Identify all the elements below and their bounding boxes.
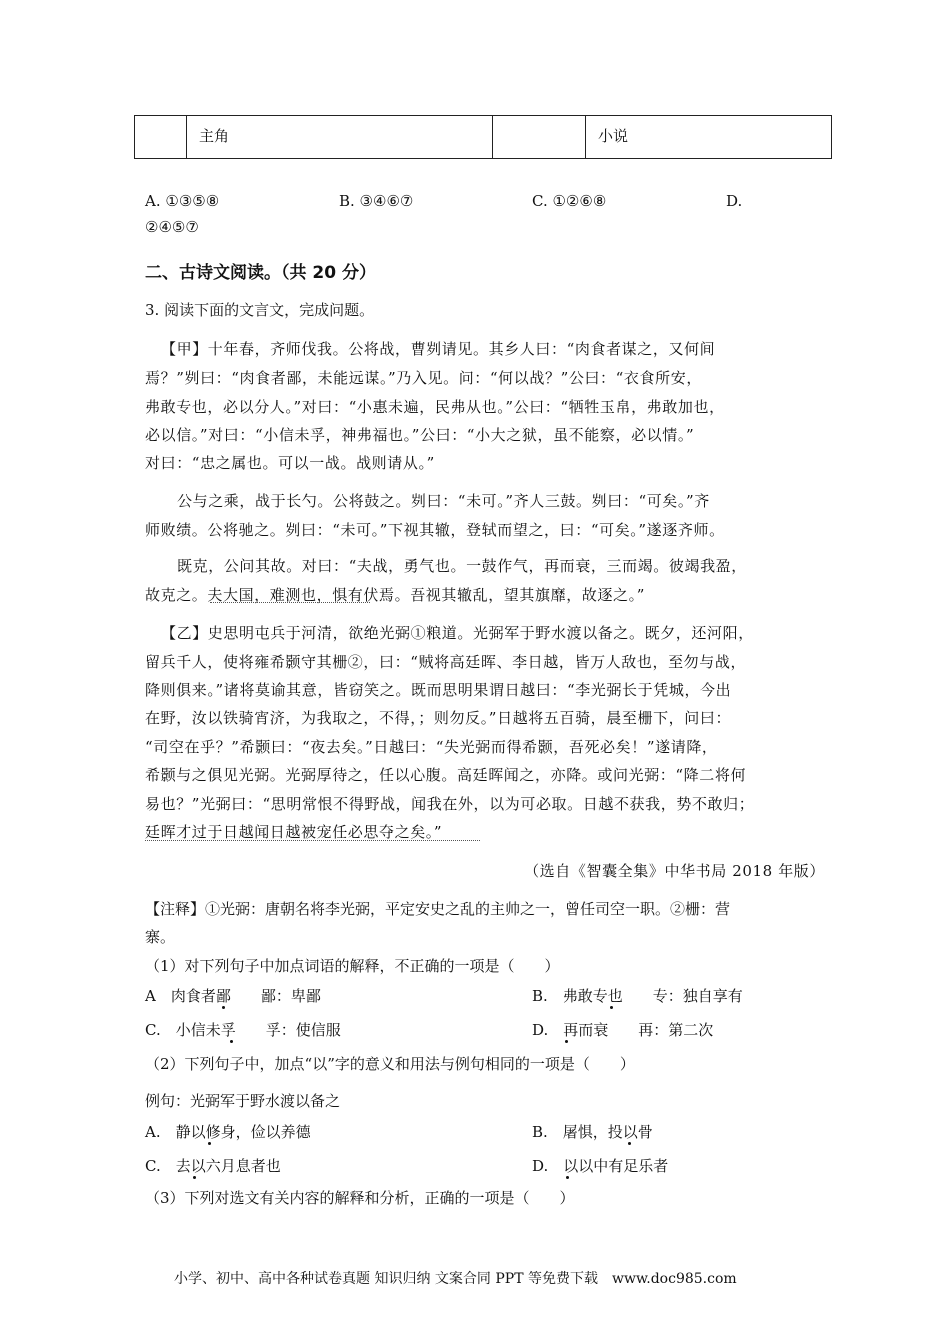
wavy-underline [145, 836, 480, 841]
passage-line: 易也？”光弼曰：“思明常恨不得野战，闻我在外，以为可必取。日越不获我，势不敢归； [145, 795, 755, 813]
emphasis-dot [610, 1006, 613, 1009]
option-d-continued: ②④⑤⑦ [145, 218, 199, 236]
subquestion-2-option-d: D. 以以中有足乐者 [532, 1157, 669, 1175]
table-cell [135, 116, 187, 158]
passage-line: 弗敢专也，必以分人。”对曰：“小惠未遍，民弗从也。”公曰：“牺牲玉帛，弗敢加也， [145, 398, 725, 416]
subquestion-2-stem: （2）下列句子中，加点“以”字的意义和用法与例句相同的一项是（ ） [145, 1055, 635, 1073]
note-line: 寨。 [145, 928, 176, 946]
passage-line: 希颢与之俱见光弼。光弼厚待之，任以心腹。高廷晖闻之，亦降。或问光弼：“降二将何 [145, 766, 747, 784]
option-c: C. ①②⑥⑧ [532, 192, 607, 210]
table-cell-novel: 小说 [598, 127, 629, 145]
subquestion-2-example: 例句：光弼军于野水渡以备之 [145, 1092, 341, 1110]
subquestion-2-option-b: B. 屠惧，投以骨 [532, 1123, 653, 1141]
note-line: 【注释】①光弼：唐朝名将李光弼，平定安史之乱的主帅之一，曾任司空一职。②栅：营 [145, 900, 731, 918]
passage-line: 【乙】史思明屯兵于河清，欲绝光弼①粮道。光弼军于野水渡以备之。既夕，还河阳， [161, 624, 754, 642]
answer-table-row [134, 115, 832, 159]
passage-line: 廷晖才过于日越闻日越被宠任必思夺之矣。” [145, 823, 443, 841]
emphasis-dot [566, 1176, 569, 1179]
emphasis-dot [628, 1142, 631, 1145]
subquestion-2-option-a: A. 静以修身，俭以养德 [145, 1123, 311, 1141]
emphasis-dot [230, 1040, 233, 1043]
passage-line: 故克之。夫大国，难测也，惧有伏焉。吾视其辙乱，望其旗靡，故逐之。” [145, 586, 645, 604]
subquestion-2-option-c: C. 去以六月息者也 [145, 1157, 281, 1175]
question-3-intro: 3. 阅读下面的文言文，完成问题。 [145, 301, 375, 319]
passage-line: “司空在乎？”希颢曰：“夜去矣。”日越曰：“失光弼而得希颢，吾死必矣！”遂请降， [145, 738, 718, 756]
passage-line: 在野，汝以铁骑宵济，为我取之，不得，；则勿反。”日越将五百骑，晨至栅下，问曰： [145, 709, 732, 727]
section-heading: 二、古诗文阅读。（共 20 分） [145, 263, 376, 283]
page-footer: 小学、初中、高中各种试卷真题 知识归纳 文案合同 PPT 等免费下载 www.doc985.com [174, 1271, 737, 1287]
subquestion-1-stem: （1）对下列句子中加点词语的解释，不正确的一项是（ ） [145, 957, 560, 975]
emphasis-dot [222, 1006, 225, 1009]
subquestion-1-option-d: D. 再而衰 再：第二次 [532, 1021, 714, 1039]
emphasis-dot [208, 1142, 211, 1145]
passage-line: 既克，公问其故。对曰：“夫战，勇气也。一鼓作气，再而衰，三而竭。彼竭我盈， [177, 557, 747, 575]
subquestion-1-option-b: B. 弗敢专也 专：独自享有 [532, 987, 743, 1005]
passage-line: 必以信。”对曰：“小信未孚，神弗福也。”公曰：“小大之狱，虽不能察，必以情。” [145, 426, 695, 444]
wavy-underline [210, 598, 370, 603]
subquestion-3-stem: （3）下列对选文有关内容的解释和分析，正确的一项是（ ） [145, 1189, 575, 1207]
passage-line: 【甲】十年春，齐师伐我。公将战，曹刿请见。其乡人曰：“肉食者谋之，又何间 [161, 340, 716, 358]
option-d: D. [726, 192, 743, 210]
passage-line: 留兵千人，使将雍希颢守其栅②，曰：“贼将高廷晖、李日越，皆万人敌也，至勿与战， [145, 653, 747, 671]
passage-line: 焉？”刿曰：“肉食者鄙，未能远谋。”乃入见。问：“何以战？”公曰：“衣食所安， [145, 369, 702, 387]
emphasis-dot [565, 1040, 568, 1043]
option-b: B. ③④⑥⑦ [339, 192, 414, 210]
table-cell [493, 116, 586, 158]
passage-line: 对曰：“忠之属也。可以一战。战则请从。” [145, 454, 435, 472]
emphasis-dot [193, 1176, 196, 1179]
subquestion-1-option-c: C. 小信未孚 孚：使信服 [145, 1021, 341, 1039]
table-cell-role: 主角 [187, 116, 493, 158]
source-citation: （选自《智囊全集》中华书局 2018 年版） [524, 862, 825, 880]
passage-line: 公与之乘，战于长勺。公将鼓之。刿曰：“未可。”齐人三鼓。刿曰：“可矣。”齐 [177, 492, 710, 510]
option-a: A. ①③⑤⑧ [145, 192, 220, 210]
passage-line: 师败绩。公将驰之。刿曰：“未可。”下视其辙，登轼而望之，曰：“可矣。”遂逐齐师。 [145, 521, 725, 539]
passage-line: 降则俱来。”诸将莫谕其意，皆窃笑之。既而思明果谓日越曰：“李光弼长于凭城，今出 [145, 681, 732, 699]
subquestion-1-option-a: A 肉食者鄙 鄙：卑鄙 [145, 987, 321, 1005]
